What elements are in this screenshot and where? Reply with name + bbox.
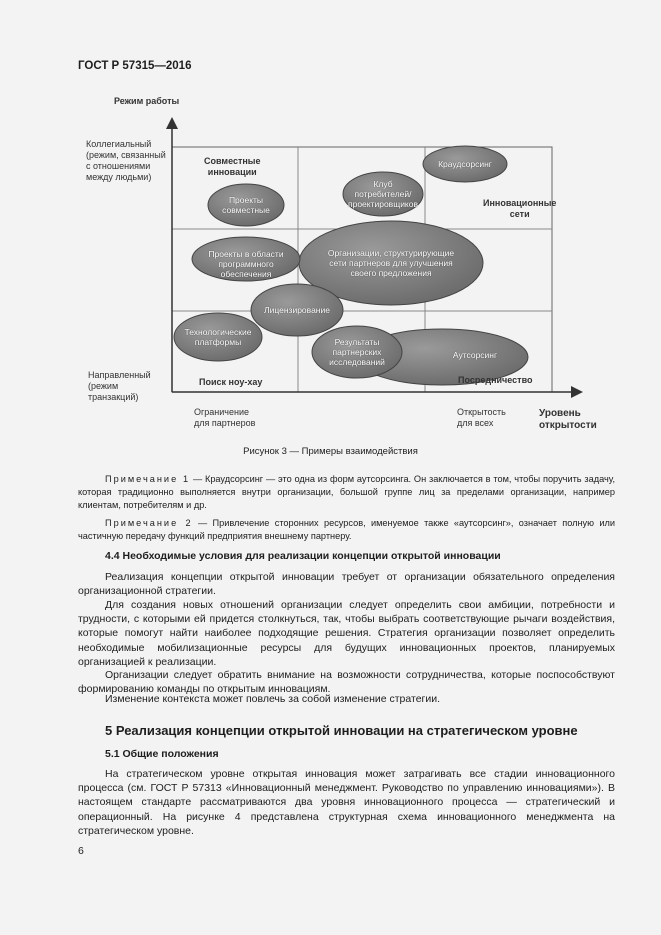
interaction-figure — [80, 92, 610, 437]
blob-software-label: Проекты в области программного обеспечения — [208, 249, 284, 279]
blob-tech-label: Технологические платформы — [184, 327, 252, 347]
blob-research-label: Результаты партнерских исследований — [329, 337, 385, 367]
y-bottom-label: Направленный (режим транзакций) — [88, 370, 151, 402]
x-axis-title: Уровень открытости — [539, 408, 597, 431]
x-right-label: Открытость для всех — [457, 407, 506, 428]
note-2 — [78, 517, 615, 543]
quadrant-innovation-networks: Инновационные сети — [483, 198, 557, 219]
note-2-text: — Привлечение сторонних ресурсов, именуемое также «аутсорсинг», означает полную или частичную передачу функций предприятия внешнему партнеру. — [78, 518, 616, 542]
note-1-text: — Краудсорсинг — это одна из форм аутсорсинга. Он заключается в том, чтобы поручить задачу, которая традиционно выполняется внутри организации, большой группе лиц за пределами организации, например клиентам, потребителям и др. — [78, 474, 616, 511]
y-top-label: Коллегиальный (режим, связанный с отношениями между людьми) — [86, 139, 166, 182]
blob-club-label: Клуб потребителей/ проектировщиков — [347, 179, 418, 209]
blob-outsourcing-label: Аутсорсинг — [452, 350, 498, 360]
quadrant-joint-innovation: Совместные инновации — [204, 156, 261, 177]
section-4-4-p2: Для создания новых отношений организации следует определить свои амбиции, потребности и трудности, с которыми ей придется столкнуться, так, чтобы выбрать соответствующие рычаги воздействия, которые помогут найти наиболее подходящие решения. Стратегия организации позволяет определить необходимые мобилизационные ресурсы для будущих инновационных проектов, планируемых организацией к реализации. — [78, 599, 615, 668]
note-2-label: Примечание 2 — [105, 518, 193, 528]
blob-licensing-label: Лицензирование — [264, 305, 330, 315]
note-1-label: Примечание 1 — [105, 474, 191, 484]
quadrant-mediation: Посредничество — [458, 375, 533, 385]
section-4-4-p3: Организации следует обратить внимание на возможности сотрудничества, которые поспособствуют формированию команды по открытым инновациям. — [78, 669, 615, 696]
page-number: 6 — [78, 845, 84, 857]
y-axis-title: Режим работы — [114, 96, 180, 106]
note-1 — [78, 473, 615, 513]
x-left-label: Ограничение для партнеров — [194, 407, 256, 428]
section-5-1-title: 5.1 Общие положения — [105, 748, 219, 760]
section-4-4-p4: Изменение контекста может повлечь за собой изменение стратегии. — [105, 693, 441, 705]
blob-crowdsourcing-label: Краудсорсинг — [438, 159, 492, 169]
blob-organizations-label: Организации, структурирующие сети партнеров для улучшения своего предложения — [327, 248, 455, 278]
blob-projects-label: Проекты совместные — [222, 195, 270, 215]
section-5-title: 5 Реализация концепции открытой инновации на стратегическом уровне — [105, 723, 578, 738]
section-4-4-p1: Реализация концепции открытой инновации требует от организации обязательного определения организационной стратегии. — [78, 571, 615, 598]
document-code: ГОСТ Р 57315—2016 — [78, 60, 192, 72]
section-4-4-title: 4.4 Необходимые условия для реализации концепции открытой инновации — [105, 550, 501, 562]
quadrant-knowhow: Поиск ноу-хау — [199, 377, 263, 387]
figure-caption: Рисунок 3 — Примеры взаимодействия — [243, 446, 418, 457]
section-5-1-p1: На стратегическом уровне открытая инновация может затрагивать все стадии инновационного процесса (см. ГОСТ Р 57313 «Инновационный менеджмент. Руководство по управлению инновациями»). В настоящем стандарте рассматриваются два уровня инновационного процесса — стратегический и операционный. На рисунке 4 представлена структурная схема инновационного менеджмента на стратегическом уровне. — [78, 768, 615, 837]
